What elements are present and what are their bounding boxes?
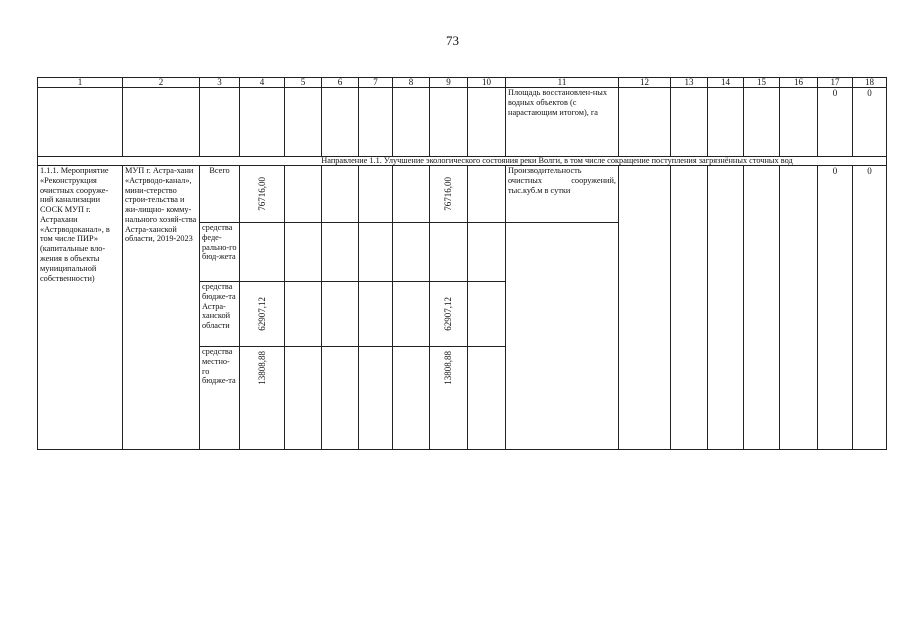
column-header: 14 — [708, 78, 744, 88]
page-number: 73 — [446, 33, 459, 48]
column-header: 15 — [744, 78, 780, 88]
source-row-total — [38, 166, 887, 223]
column-header: 6 — [322, 78, 359, 88]
source-label: средства местно-го бюдже-та — [200, 347, 240, 450]
col4-value: 76716,00 — [256, 177, 267, 211]
capacity-indicator-text: Производительность очистных сооружений, тыс.куб.м в сутки — [506, 166, 619, 223]
column-header: 3 — [200, 78, 240, 88]
col4-value: 62907,12 — [256, 297, 267, 331]
column-header: 7 — [359, 78, 393, 88]
col9-value: 62907,12 — [443, 297, 454, 331]
direction-row — [38, 157, 887, 166]
measure-executor: МУП г. Астра-хани «Астрводо-канал», мини-стерство строи-тельства и жи-лищно- комму-нального хозяй-ства Астра-ханской области, 2019-2023 — [123, 166, 200, 450]
column-header: 12 — [619, 78, 671, 88]
source-label: Всего — [200, 166, 240, 223]
column-header: 11 — [506, 78, 619, 88]
capacity-col17-value: 0 — [818, 166, 853, 450]
column-header: 8 — [393, 78, 430, 88]
column-header: 10 — [468, 78, 506, 88]
measure-name: 1.1.1. Мероприятие «Реконструкция очистных сооруже-ний канализации СОСК МУП г. Астрахани «Астрводоканал», в том числе ПИР» (капитальные вло-жения в объекты муниципальной собственности) — [38, 166, 123, 450]
area-indicator-row — [38, 88, 887, 157]
column-header: 1 — [38, 78, 123, 88]
program-table — [37, 77, 887, 450]
column-header: 5 — [285, 78, 322, 88]
area-col18-value: 0 — [853, 88, 887, 157]
column-header: 13 — [671, 78, 708, 88]
source-label: средства бюдже-та Астра-ханской области — [200, 282, 240, 347]
area-indicator-text: Площадь восстановлен-ных водных объектов (с нарастающим итогом), га — [506, 88, 619, 157]
source-label: средства феде-рально-го бюд-жета — [200, 223, 240, 282]
column-header: 17 — [818, 78, 853, 88]
column-header: 4 — [240, 78, 285, 88]
column-header: 2 — [123, 78, 200, 88]
direction-heading: Направление 1.1. Улучшение экологического состояния реки Волги, в том числе сокращение поступления загрязнённых сточных вод — [321, 156, 793, 165]
column-header: 16 — [780, 78, 818, 88]
col9-value: 76716,00 — [443, 177, 454, 211]
column-header: 9 — [430, 78, 468, 88]
column-number-row — [38, 78, 887, 88]
area-col17-value: 0 — [818, 88, 853, 157]
col9-value: 13808,88 — [443, 351, 454, 385]
capacity-col18-value: 0 — [853, 166, 887, 450]
col4-value: 13808,88 — [256, 351, 267, 385]
column-header: 18 — [853, 78, 887, 88]
